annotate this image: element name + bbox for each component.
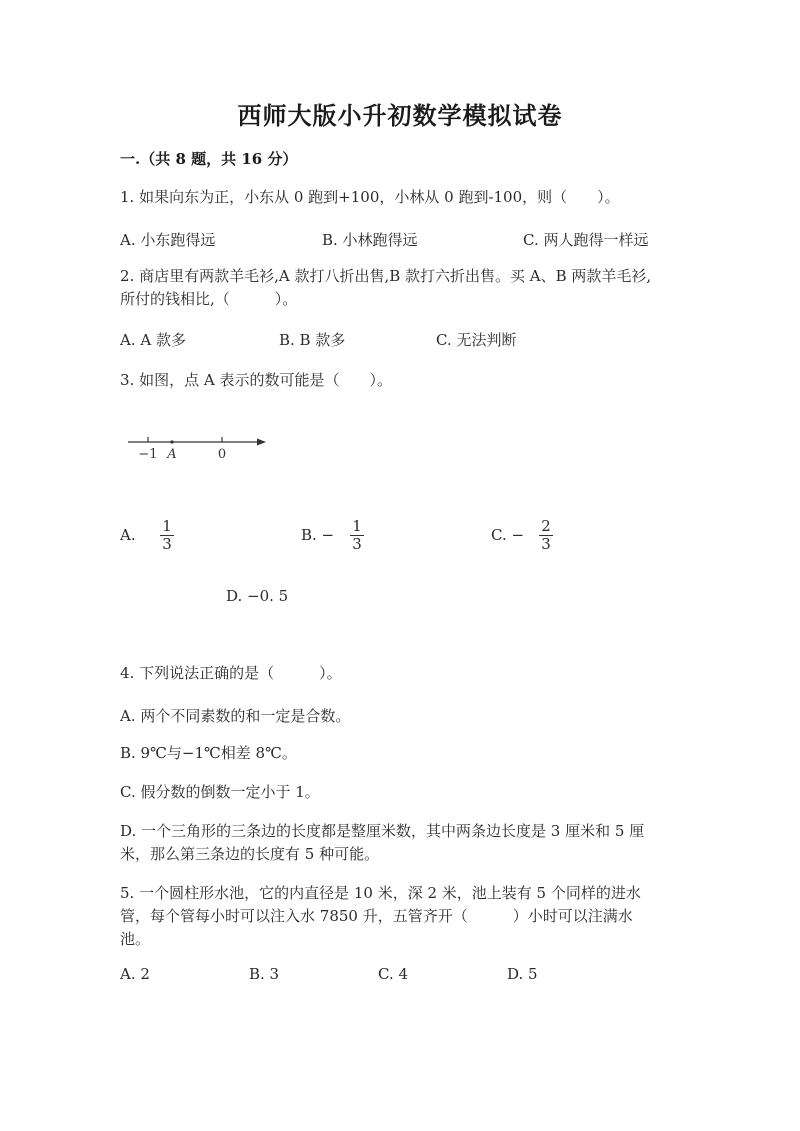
- label-point-a: A: [167, 447, 177, 462]
- question-4-option-a: A. 两个不同素数的和一定是合数。: [120, 707, 351, 725]
- question-3-stem: 3. 如图，点 A 表示的数可能是（ ）。: [120, 371, 392, 389]
- question-1-option-a: A. 小东跑得远: [120, 231, 216, 249]
- question-1-option-c: C. 两人跑得一样远: [523, 231, 649, 249]
- question-2-option-a: A. A 款多: [120, 331, 186, 349]
- fraction-denominator: 3: [352, 535, 362, 553]
- question-1-stem: 1. 如果向东为正，小东从 0 跑到+100，小林从 0 跑到-100，则（ ）。: [120, 188, 620, 206]
- question-5-option-c: C. 4: [378, 965, 409, 983]
- section-heading: 一.（共 8 题，共 16 分）: [120, 150, 298, 168]
- question-5-option-d: D. 5: [507, 965, 538, 983]
- question-5-option-b: B. 3: [249, 965, 280, 983]
- question-3-option-d: D. −0. 5: [226, 587, 289, 605]
- option-c-prefix: C. −: [491, 526, 525, 544]
- question-5-option-a: A. 2: [120, 965, 150, 983]
- option-c-fraction: [538, 518, 554, 553]
- option-a-fraction: [159, 518, 175, 553]
- number-line-arrow: [257, 439, 266, 446]
- page-title: 西师大版小升初数学模拟试卷: [237, 101, 563, 130]
- option-a-prefix: A.: [120, 526, 136, 544]
- fraction-numerator: 2: [541, 517, 551, 535]
- fraction-numerator: 1: [352, 517, 362, 535]
- option-b-fraction: [349, 518, 365, 553]
- question-4-stem: 4. 下列说法正确的是（ ）。: [120, 664, 342, 682]
- question-5-stem-line-3: 池。: [120, 930, 151, 948]
- number-line-figure: [126, 430, 276, 464]
- label-zero: 0: [217, 447, 227, 462]
- fraction-denominator: 3: [162, 535, 172, 553]
- question-2-option-b: B. B 款多: [279, 331, 346, 349]
- option-b-prefix: B. −: [301, 526, 335, 544]
- question-4-option-c: C. 假分数的倒数一定小于 1。: [120, 783, 320, 801]
- question-2-stem-line-2: 所付的钱相比,（ ）。: [120, 290, 298, 308]
- question-2-option-c: C. 无法判断: [436, 331, 517, 349]
- fraction-numerator: 1: [162, 517, 172, 535]
- label-minus-one: −1: [138, 447, 158, 462]
- fraction-denominator: 3: [541, 535, 551, 553]
- question-5-stem-line-1: 5. 一个圆柱形水池，它的内直径是 10 米，深 2 米，池上装有 5 个同样的进水: [120, 884, 641, 902]
- question-2-stem-line-1: 2. 商店里有两款羊毛衫,A 款打八折出售,B 款打六折出售。买 A、B 两款羊毛衫,: [120, 267, 652, 285]
- question-1-option-b: B. 小林跑得远: [322, 231, 418, 249]
- question-4-option-d-line-2: 米，那么第三条边的长度有 5 种可能。: [120, 845, 380, 863]
- question-4-option-b: B. 9℃与−1℃相差 8℃。: [120, 744, 297, 762]
- question-5-stem-line-2: 管，每个管每小时可以注入水 7850 升，五管齐开（ ）小时可以注满水: [120, 907, 633, 925]
- question-4-option-d-line-1: D. 一个三角形的三条边的长度都是整厘米数，其中两条边长度是 3 厘米和 5 厘: [120, 822, 645, 840]
- point-a-marker: [170, 440, 173, 443]
